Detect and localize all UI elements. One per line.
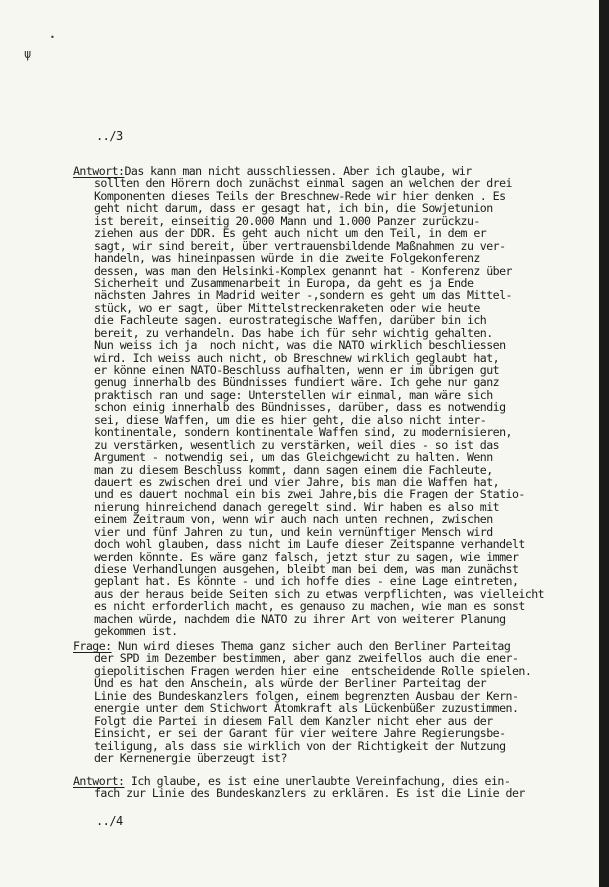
text-line: es nicht erforderlich macht, es genauso zu machen, wie man es sonst xyxy=(94,599,525,614)
text-line: teiligung, als dass sie wirklich von der Richtigkeit der Nutzung xyxy=(94,738,506,753)
text-line: dauert es zwischen drei und vier Jahre, bis man die Waffen hat, xyxy=(94,474,500,489)
text-line: Und es hat den Anschein, als würde der Berliner Parteitag der xyxy=(94,676,487,691)
text-line: sagt, wir sind bereit, über vertrauensbildende Maßnahmen zu ver- xyxy=(94,238,506,253)
text-line: aus der heraus beide Seiten sich zu etwas verpflichten, was vielleicht xyxy=(94,586,545,601)
first-line-text: Ich glaube, es ist eine unerlaubte Vereinfachung, dies ein- xyxy=(124,774,511,788)
text-line: genug innerhalb des Bündnisses fundiert wäre. Ich gehe nur ganz xyxy=(94,375,500,390)
text-line: Folgt die Partei in diesem Fall dem Kanzler nicht eher aus der xyxy=(94,713,493,728)
text-line: der Kernenergie überzeugt ist? xyxy=(94,750,287,765)
text-line: handeln, was hineinpassen würde in die zweite Folgekonferenz xyxy=(94,251,480,266)
margin-dot: • xyxy=(50,33,55,42)
first-line-text: Das kann man nicht ausschliessen. Aber ich glaube, wir xyxy=(124,164,472,178)
text-line: ziehen aus der DDR. Es geht auch nicht um den Teil, in dem er xyxy=(94,226,487,241)
text-line: Linie des Bundeskanzlers folgen, einem begrenzten Ausbau der Kern- xyxy=(94,688,519,703)
text-line: machen würde, nachdem die NATO zu ihrer Art von weiterer Planung xyxy=(94,611,506,626)
text-line: werden könnte. Es wäre ganz falsch, jetzt stur zu sagen, wie immer xyxy=(94,549,519,564)
text-line: ist bereit, einseitig 20.000 Mann und 1.000 Panzer zurückzu- xyxy=(94,213,480,228)
text-line: fach zur Linie des Bundeskanzlers zu erklären. Es ist die Linie der xyxy=(94,786,525,801)
answer-section-1 xyxy=(73,165,593,638)
page-number-top: ../3 xyxy=(96,129,123,143)
text-line: Einsicht, er sei der Garant für vier weitere Jahre Regierungsbe- xyxy=(94,726,506,741)
text-line: stück, wo er sagt, über Mittelstreckenraketen oder wie heute xyxy=(94,300,480,315)
text-line: er könne einen NATO-Beschluss aufhalten, wenn er im übrigen gut xyxy=(94,363,500,377)
text-line: schon einig innerhalb des Bündnisses, darüber, dass es notwendig xyxy=(94,400,506,415)
page-number-bottom: ../4 xyxy=(96,814,123,828)
text-line: giepolitischen Fragen werden hier eine entscheidende Rolle spielen. xyxy=(94,663,532,678)
text-line: kontinentale, sondern kontinentale Waffen sind, zu modernisieren, xyxy=(94,425,512,440)
text-line: sollten den Hörern doch zunächst einmal sagen an welchen der drei xyxy=(94,176,512,191)
text-line: geht nicht darum, dass er gesagt hat, ich bin, die Sowjetunion xyxy=(94,201,493,216)
first-line-text: Nun wird dieses Thema ganz sicher auch den Berliner Parteitag xyxy=(111,639,511,653)
section-lines xyxy=(73,177,593,637)
speaker-label: Antwort: xyxy=(73,774,125,788)
section-lines xyxy=(73,787,593,799)
text-line: Komponenten dieses Teils der Breschnew-Rede wir hier denken . Es xyxy=(94,188,506,203)
margin-mark: ψ xyxy=(24,47,31,61)
text-line: zu verstärken, wesentlich zu verstärken, weil dies - so ist das xyxy=(94,437,500,452)
text-line: gekommen ist. xyxy=(94,624,178,639)
text-line: die Fachleute sagen. eurostrategische Waffen, darüber bin ich xyxy=(94,313,487,328)
text-line: Nun weiss ich ja noch nicht, was die NATO wirklich beschliessen xyxy=(94,338,506,353)
text-line: nierung hinreichend danach geregelt sind. Wir haben es also mit xyxy=(94,499,500,514)
section-lines xyxy=(73,652,593,764)
text-line: diese Verhandlungen ausgehen, bleibt man bei dem, was man zunächst xyxy=(94,562,519,576)
answer-section-2 xyxy=(73,775,593,800)
text-line: bereit, zu verhandeln. Das habe ich für sehr wichtig gehalten. xyxy=(94,325,493,340)
text-line: man zu diesem Beschluss kommt, dann sagen einem die Fachleute, xyxy=(94,462,493,477)
speaker-label: Frage: xyxy=(73,639,112,653)
text-line: Argument - notwendig sei, um das Gleichgewicht zu halten. Wenn xyxy=(94,450,493,465)
text-line: dessen, was man den Helsinki-Komplex genannt hat - Konferenz über xyxy=(94,263,512,278)
text-line: vier und fünf Jahren zu tun, und kein vernünftiger Mensch wird xyxy=(94,524,493,539)
question-section xyxy=(73,640,593,764)
text-line: praktisch ran und sage: Unterstellen wir einmal, man wäre sich xyxy=(94,387,493,402)
text-line: sei, diese Waffen, um die es hier geht, die also nicht inter- xyxy=(94,412,487,427)
text-line: der SPD im Dezember bestimmen, aber ganz zweifellos auch die ener- xyxy=(94,651,519,666)
text-line: wird. Ich weiss auch nicht, ob Breschnew wirklich geglaubt hat, xyxy=(94,350,500,365)
text-line: und es dauert nochmal ein bis zwei Jahre,bis die Fragen der Statio- xyxy=(94,487,525,502)
text-line: Sicherheit und Zusammenarbeit in Europa, da geht es ja Ende xyxy=(94,275,474,290)
text-line: doch wohl glauben, dass nicht im Laufe dieser Zeitspanne verhandelt xyxy=(94,537,525,552)
text-line: nächsten Jahres in Madrid weiter -,sondern es geht um das Mittel- xyxy=(94,288,512,303)
text-line: einem Zeitraum von, wenn wir auch nach unten rechnen, zwischen xyxy=(94,512,493,527)
text-line: geplant hat. Es könnte - und ich hoffe dies - eine Lage eintreten, xyxy=(94,574,519,589)
text-line: energie unter dem Stichwort Atomkraft als Lückenbüßer zuzustimmen. xyxy=(94,701,519,716)
speaker-label: Antwort: xyxy=(73,164,125,178)
